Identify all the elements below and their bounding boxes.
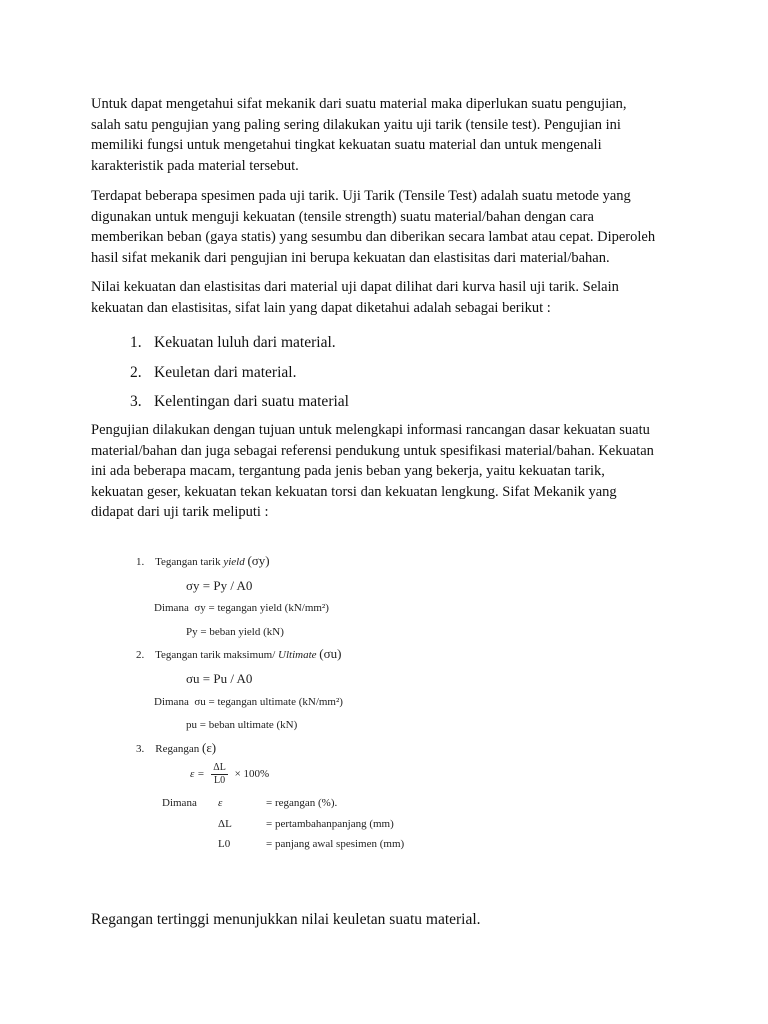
formula-yield-title [136, 553, 270, 569]
properties-list [130, 332, 349, 421]
paragraph-strength [91, 277, 691, 318]
text-line: Pengujian dilakukan dengan tujuan untuk melengkapi informasi rancangan dasar kekuatan suatu [91, 422, 650, 438]
formula-symbol: (ε) [201, 740, 217, 755]
formula-number: 1. [136, 556, 145, 568]
formula-ultimate-def1 [154, 696, 343, 708]
text-line: memberikan beban (gaya statis) yang sesumbu dan diberikan secara lambat atau cepat. Diperoleh [91, 229, 656, 245]
formula-yield-equation: σy = Py / A0 [186, 578, 253, 593]
fraction-denominator: L0 [213, 775, 226, 786]
list-item [130, 391, 349, 421]
formula-number: 3. [136, 743, 145, 755]
formula-eq-left: ε = [190, 768, 205, 781]
formula-dimana-label: Dimana [154, 602, 189, 614]
list-text: Keuletan dari material. [154, 363, 297, 381]
text-line: material/bahan dan juga sebagai referensi pendukung untuk spesifikasi material/bahan. Kekuatan [91, 442, 654, 459]
formula-title-italic: Ultimate [278, 649, 317, 661]
formula-definition: σy = tegangan yield (kN/mm²) [194, 602, 329, 614]
formula-row-symbol: ΔL [218, 818, 232, 830]
text-line: salah satu pengujian yang paling sering dilakukan yaitu uji tarik (tensile test). Pengujian ini [91, 116, 621, 133]
text-line: kekuatan geser, kekuatan tekan kekuatan torsi dan kekuatan lengkung. Sifat Mekanik yang [91, 483, 617, 500]
formula-dimana-label: Dimana [154, 696, 189, 708]
formula-ultimate-title [136, 646, 341, 662]
list-text: Kelentingan dari suatu material [154, 393, 349, 410]
text-line: Untuk dapat mengetahui sifat mekanik dari suatu material maka diperlukan suatu pengujian, [91, 96, 627, 112]
text-line: ini ada beberapa macam, tergantung pada jenis beban yang bekerja, yaitu kekuatan tarik, [91, 463, 605, 479]
formula-definition: σu = tegangan ultimate (kN/mm²) [194, 696, 343, 708]
formula-title-italic: yield [223, 556, 245, 568]
text-line: karakteristik pada material tersebut. [91, 157, 299, 174]
text-line: kekuatan dan elastisitas, sifat lain yang dapat diketahui adalah sebagai berikut : [91, 299, 551, 316]
paragraph-intro [91, 94, 691, 176]
text-line: Terdapat beberapa spesimen pada uji tarik. Uji Tarik (Tensile Test) adalah suatu metode yang [91, 188, 631, 204]
formula-strain-title [136, 740, 216, 756]
fraction-numerator: ΔL [213, 762, 226, 773]
formula-title: Tegangan tarik maksimum/ [155, 649, 276, 661]
formula-strain-equation [190, 762, 269, 787]
formula-strain-row3 [218, 838, 404, 850]
text-line: digunakan untuk menguji kekuatan (tensile strength) suatu material/bahan dengan cara [91, 208, 594, 225]
formula-number: 2. [136, 649, 145, 661]
formula-yield-def1 [154, 602, 329, 614]
list-item [130, 332, 349, 362]
text-line: hasil sifat mekanik dari pengujian ini berupa kekuatan dan elastisitas dari material/bahan. [91, 249, 610, 266]
formula-ultimate-def2: pu = beban ultimate (kN) [186, 719, 298, 731]
formula-row-definition: = regangan (%). [266, 797, 338, 809]
list-number: 1. [130, 334, 142, 351]
formula-title: Regangan [155, 743, 200, 755]
formula-strain-row2 [218, 818, 394, 830]
list-item [130, 362, 349, 392]
list-number: 3. [130, 393, 142, 410]
formula-symbol: (σy) [247, 553, 270, 568]
paragraph-tensile-test [91, 186, 691, 268]
formula-symbol: (σu) [319, 646, 342, 661]
list-number: 2. [130, 363, 142, 381]
formula-eq-right: × 100% [234, 768, 270, 781]
formula-row-definition: = panjang awal spesimen (mm) [266, 838, 405, 850]
closing-statement: Regangan tertinggi menunjukkan nilai keuletan suatu material. [91, 911, 481, 928]
text-line: Nilai kekuatan dan elastisitas dari material uji dapat dilihat dari kurva hasil uji tarik. Selain [91, 279, 619, 295]
formula-yield-def2: Py = beban yield (kN) [186, 626, 284, 638]
formula-title: Tegangan tarik [155, 556, 221, 568]
formula-ultimate-equation: σu = Pu / A0 [186, 671, 253, 686]
formula-dimana-label: Dimana [162, 797, 197, 809]
formula-row-definition: = pertambahanpanjang (mm) [266, 818, 394, 830]
text-line: didapat dari uji tarik meliputi : [91, 504, 269, 520]
formula-strain-row1 [218, 797, 337, 809]
formula-fraction [211, 762, 228, 787]
formula-row-symbol: ε [218, 797, 223, 809]
list-text: Kekuatan luluh dari material. [154, 334, 336, 351]
paragraph-purpose [91, 420, 691, 523]
formula-row-symbol: L0 [218, 838, 231, 850]
text-line: memiliki fungsi untuk mengetahui tingkat kekuatan suatu material dan untuk mengenali [91, 137, 602, 153]
